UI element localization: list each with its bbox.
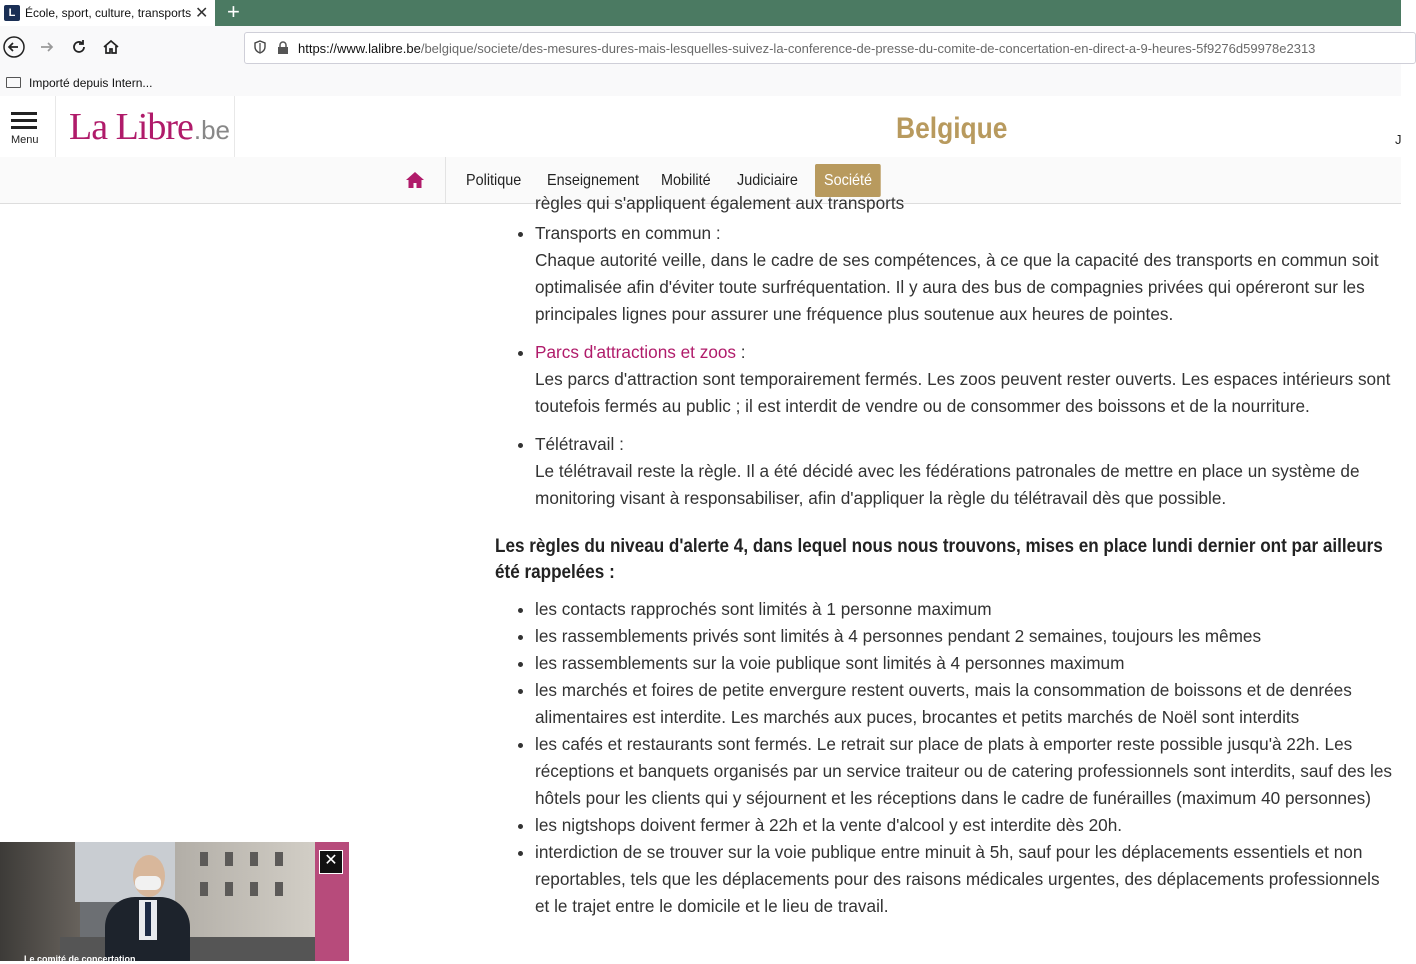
browser-navbar bbox=[0, 26, 1401, 69]
article-body bbox=[495, 193, 1395, 961]
item-separator: : bbox=[736, 342, 746, 362]
reload-icon[interactable] bbox=[66, 34, 92, 60]
logo-main-text: La Libre bbox=[69, 105, 193, 148]
item-separator: : bbox=[711, 223, 721, 243]
home-icon bbox=[405, 171, 425, 189]
rules-list bbox=[495, 596, 1395, 920]
forward-arrow-icon[interactable] bbox=[34, 34, 60, 60]
video-frame-sky bbox=[75, 842, 185, 902]
link-parcs-zoos[interactable]: Parcs d'attractions et zoos bbox=[535, 342, 737, 362]
item-text-parcs: Les parcs d'attraction sont temporairement fermés. Les zoos peuvent rester ouverts. Les espaces intérieurs sont toutefois fermés au public ; il est interdit de vendre ou de consommer des boissons et de la nourriture. bbox=[535, 369, 1391, 416]
close-icon[interactable]: ✕ bbox=[319, 850, 343, 874]
tracking-shield-icon[interactable] bbox=[254, 40, 268, 56]
tab-close-icon[interactable]: ✕ bbox=[195, 5, 209, 22]
list-item: • les nigtshops doivent fermer à 22h et la vente d'alcool y est interdite dès 20h. bbox=[535, 812, 1395, 839]
subnav-judiciaire[interactable]: Judiciaire bbox=[737, 172, 798, 189]
subnav-mobilite[interactable]: Mobilité bbox=[661, 172, 711, 189]
tab-title: École, sport, culture, transports bbox=[25, 6, 192, 20]
item-title-teletravail: Télétravail bbox=[535, 434, 615, 454]
subnav-societe[interactable]: Société bbox=[815, 164, 881, 197]
site-header bbox=[0, 96, 1401, 158]
list-item: • interdiction de se trouver sur la voie publique entre minuit à 5h, sauf pour les déplacements essentiels et non reportables, tels que les déplacements pour des raisons médicales urgentes, des déplacements professionnels et le trajet entre le domicile et le lieu de travail. bbox=[535, 839, 1395, 920]
measures-list bbox=[495, 220, 1395, 512]
subnav-politique[interactable]: Politique bbox=[466, 172, 522, 189]
item-text-teletravail: Le télétravail reste la règle. Il a été décidé avec les fédérations patronales de mettre en place un système de monitoring visant à responsabiliser, afin d'appliquer la règle du télétravail dès que possible. bbox=[535, 461, 1360, 508]
item-separator: : bbox=[614, 434, 624, 454]
site-logo[interactable] bbox=[56, 96, 235, 157]
browser-tab[interactable] bbox=[0, 0, 215, 26]
window-shape bbox=[200, 882, 208, 896]
list-item bbox=[535, 431, 1395, 512]
url-host: https://www.lalibre.be bbox=[298, 40, 421, 56]
address-bar[interactable] bbox=[244, 32, 1416, 64]
bookmark-imported[interactable]: Importé depuis Intern... bbox=[29, 75, 153, 90]
window-shape bbox=[200, 852, 208, 866]
browser-tab-strip bbox=[0, 0, 1401, 26]
window-shape bbox=[275, 882, 283, 896]
video-caption: Le comité de concertation bbox=[24, 954, 136, 964]
list-item: • les rassemblements sur la voie publique sont limités à 4 personnes maximum bbox=[535, 650, 1395, 677]
home-icon[interactable] bbox=[98, 34, 124, 60]
url-path: /belgique/societe/des-mesures-dures-mais-lesquelles-suivez-la-conference-de-presse-du-comite-de-concertation-en-direct-a-9-heures-5f9276d59978e2313 bbox=[420, 40, 1316, 56]
site-favicon-icon: L bbox=[4, 5, 20, 21]
lock-icon[interactable] bbox=[277, 41, 289, 55]
window-shape bbox=[275, 852, 283, 866]
menu-button[interactable] bbox=[0, 96, 56, 157]
window-shape bbox=[250, 882, 258, 896]
list-item bbox=[535, 339, 1395, 420]
subnav-home-button[interactable] bbox=[385, 157, 446, 203]
back-arrow-icon[interactable] bbox=[1, 34, 27, 60]
list-item: • les rassemblements privés sont limités à 4 personnes pendant 2 semaines, toujours les mêmes bbox=[535, 623, 1395, 650]
list-item: • les contacts rapprochés sont limités à 1 personne maximum bbox=[535, 596, 1395, 623]
window-shape bbox=[225, 852, 233, 866]
folder-icon bbox=[6, 77, 21, 88]
rules-heading: Les règles du niveau d'alerte 4, dans lequel nous nous trouvons, mises en place lundi dernier ont par ailleurs été rappelées : bbox=[495, 536, 1383, 583]
new-tab-icon[interactable]: + bbox=[227, 0, 240, 24]
logo-extension: .be bbox=[193, 115, 231, 145]
list-item: • les marchés et foires de petite envergure restent ouverts, mais la consommation de boissons et de denrées alimentaires est interdite. Les marchés aux puces, brocantes et petits marchés de Noël sont interdits bbox=[535, 677, 1395, 731]
video-frame-mask bbox=[135, 876, 161, 890]
bookmarks-bar bbox=[0, 69, 1401, 97]
hamburger-icon bbox=[11, 112, 37, 133]
menu-label: Menu bbox=[11, 134, 39, 146]
window-shape bbox=[225, 882, 233, 896]
url-text bbox=[298, 41, 1315, 56]
list-item bbox=[535, 220, 1395, 328]
floating-video-player[interactable] bbox=[0, 842, 349, 964]
video-frame-tie bbox=[145, 902, 151, 936]
truncated-header-text: J bbox=[1395, 132, 1402, 147]
window-shape bbox=[250, 852, 258, 866]
list-item: • les cafés et restaurants sont fermés. Le retrait sur place de plats à emporter reste possible jusqu'à 22h. Les réceptions et banquets organisés par un service traiteur ou de catering professionnels sont interdits, sauf des les hôtels pour les clients qui y séjournent et les réceptions dans le cadre de funérailles (maximum 40 personnes) bbox=[535, 731, 1395, 812]
section-title[interactable]: Belgique bbox=[896, 112, 1008, 145]
item-title-transports: Transports en commun bbox=[535, 223, 712, 243]
scrolled-text-fragment: règles qui s'appliquent également aux transports bbox=[535, 193, 905, 213]
subnav-enseignement[interactable]: Enseignement bbox=[547, 172, 640, 189]
item-text-transports: Chaque autorité veille, dans le cadre de ses compétences, à ce que la capacité des transports en commun soit optimalisée afin d'éviter toute surfréquentation. Il y aura des bus de compagnies privées qui opéreront sur les principales lignes pour assurer une fréquence plus soutenue aux heures de pointes. bbox=[535, 250, 1379, 324]
